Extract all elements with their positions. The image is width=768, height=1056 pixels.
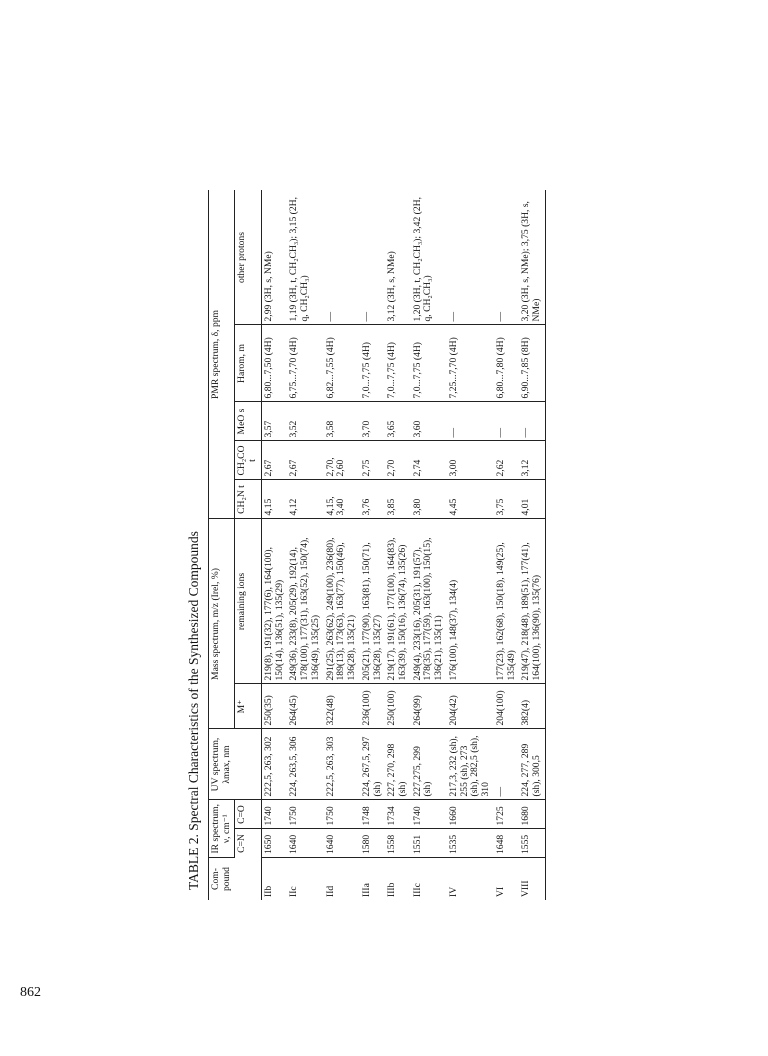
table-row bbox=[447, 191, 494, 901]
table-title: TABLE 2. Spectral Characteristics of the Synthesized Compounds bbox=[186, 531, 201, 890]
header-mass-ions: remaining ions bbox=[235, 519, 261, 684]
cell-meo: 3,60 bbox=[411, 402, 447, 441]
cell-compound: IIIc bbox=[411, 883, 423, 897]
cell-ch2n: 4,15, 3,40 bbox=[324, 480, 360, 519]
cell-other: — bbox=[324, 191, 360, 326]
header-mass: Mass spectrum, m/z (Irel, %) bbox=[209, 519, 235, 729]
cell-compound: IIIb bbox=[386, 882, 398, 897]
cell-compound: IIc bbox=[288, 886, 300, 897]
cell-cn: 1555 bbox=[519, 829, 545, 858]
cell-other: — bbox=[360, 191, 385, 326]
cell-uv: 224, 267,5, 297 (sh) bbox=[360, 729, 385, 800]
cell-cn: 1558 bbox=[385, 829, 410, 858]
cell-compound: IIb bbox=[262, 885, 274, 897]
cell-co: 1750 bbox=[324, 800, 360, 829]
cell-co: 1740 bbox=[261, 800, 287, 829]
cell-arom: 7,25...7,70 (4H) bbox=[447, 325, 494, 402]
cell-uv: 227, 270, 298 (sh) bbox=[385, 729, 410, 800]
cell-uv: — bbox=[494, 729, 519, 800]
cell-ch2co: 2,70, 2,60 bbox=[324, 441, 360, 480]
cell-other: 1,20 (3H, t, CH₂CH₃); 3,42 (2H, q, CH₂CH₃) bbox=[411, 191, 447, 326]
cell-ch2co: 2,70 bbox=[385, 441, 410, 480]
cell-ch2n: 3,80 bbox=[411, 480, 447, 519]
cell-uv: 227,275, 299 (sh) bbox=[411, 729, 447, 800]
table-row bbox=[261, 191, 287, 901]
cell-cn: 1535 bbox=[447, 829, 494, 858]
cell-uv: 224, 277, 289 (sh), 300,5 bbox=[519, 729, 545, 800]
cell-meo: — bbox=[447, 402, 494, 441]
cell-ch2co: 2,67 bbox=[287, 441, 323, 480]
cell-ch2co: 2,67 bbox=[261, 441, 287, 480]
cell-uv: 222,5, 263, 302 bbox=[261, 729, 287, 800]
table-row bbox=[519, 191, 545, 901]
cell-ch2n: 4,15 bbox=[261, 480, 287, 519]
cell-ions: 291(25), 263(62), 249(100), 236(80), 189(13), 173(63), 163(77), 150(46), 136(28), 135(21) bbox=[324, 519, 360, 684]
cell-cn: 1551 bbox=[411, 829, 447, 858]
cell-compound: IIIa bbox=[360, 883, 372, 897]
cell-meo: 3,58 bbox=[324, 402, 360, 441]
header-ir: IR spectrum, ν, cm⁻¹ bbox=[209, 800, 235, 858]
cell-ch2co: 2,62 bbox=[494, 441, 519, 480]
cell-m: 264(45) bbox=[287, 684, 323, 729]
cell-ions: 205(21), 177(90), 163(81), 150(71), 136(28), 135(27) bbox=[360, 519, 385, 684]
spectral-table bbox=[208, 191, 546, 901]
cell-co: 1725 bbox=[494, 800, 519, 829]
page-number: 862 bbox=[20, 985, 41, 1000]
cell-ch2n: 4,45 bbox=[447, 480, 494, 519]
cell-compound: VIII bbox=[519, 858, 545, 901]
header-arom: Harom, m bbox=[235, 325, 261, 402]
cell-ions: 219(8), 191(32), 177(6), 164(100), 150(14), 136(51), 135(29) bbox=[261, 519, 287, 684]
header-ir-cn: C=N bbox=[235, 829, 261, 858]
header-other: other protons bbox=[235, 191, 261, 326]
cell-other: — bbox=[447, 191, 494, 326]
cell-ions: 176(100), 148(37), 134(4) bbox=[447, 519, 494, 684]
cell-uv: 224, 263,5, 306 bbox=[287, 729, 323, 800]
header-uv: UV spectrum, λmax, nm bbox=[209, 729, 262, 800]
cell-other: 2,99 (3H, s, NMe) bbox=[261, 191, 287, 326]
header-compound: Com-pound bbox=[209, 858, 262, 901]
cell-meo: — bbox=[519, 402, 545, 441]
rotated-table-block bbox=[186, 120, 706, 900]
cell-co: 1660 bbox=[447, 800, 494, 829]
cell-arom: 7,0...7,75 (4H) bbox=[360, 325, 385, 402]
cell-uv: 217,3, 232 (sh), 255 (sh), 273 (sh), 282,5 (sh), 310 bbox=[447, 729, 494, 800]
cell-co: 1680 bbox=[519, 800, 545, 829]
cell-ch2n: 4,12 bbox=[287, 480, 323, 519]
table-row bbox=[360, 191, 385, 901]
cell-meo: — bbox=[494, 402, 519, 441]
header-ir-co: C=O bbox=[235, 800, 261, 829]
cell-meo: 3,52 bbox=[287, 402, 323, 441]
header-meo: MeO s bbox=[235, 402, 261, 441]
header-mass-m: M⁺ bbox=[235, 684, 261, 729]
table-row bbox=[411, 191, 447, 901]
cell-ions: 219(17), 191(61), 177(100), 164(83), 163(39), 150(16), 136(74), 135(26) bbox=[385, 519, 410, 684]
cell-cn: 1640 bbox=[287, 829, 323, 858]
cell-m: 236(100) bbox=[360, 684, 385, 729]
cell-arom: 6,75...7,70 (4H) bbox=[287, 325, 323, 402]
cell-meo: 3,70 bbox=[360, 402, 385, 441]
cell-m: 250(35) bbox=[261, 684, 287, 729]
cell-compound: VI bbox=[494, 886, 506, 897]
header-ch2co: CH₂CO t bbox=[235, 441, 261, 480]
cell-co: 1740 bbox=[411, 800, 447, 829]
cell-m: 382(4) bbox=[519, 684, 545, 729]
cell-ch2co: 3,00 bbox=[447, 441, 494, 480]
cell-other: 3,12 (3H, s, NMe) bbox=[385, 191, 410, 326]
cell-co: 1750 bbox=[287, 800, 323, 829]
cell-ch2co: 2,74 bbox=[411, 441, 447, 480]
table-row bbox=[494, 191, 519, 901]
cell-arom: 7,0...7,75 (4H) bbox=[411, 325, 447, 402]
table-row bbox=[324, 191, 360, 901]
cell-ch2n: 4,01 bbox=[519, 480, 545, 519]
cell-m: 322(48) bbox=[324, 684, 360, 729]
cell-ch2n: 3,75 bbox=[494, 480, 519, 519]
cell-m: 204(42) bbox=[447, 684, 494, 729]
cell-meo: 3,57 bbox=[261, 402, 287, 441]
cell-m: 264(99) bbox=[411, 684, 447, 729]
header-pmr: PMR spectrum, δ, ppm bbox=[209, 191, 235, 520]
cell-arom: 6,80...7,80 (4H) bbox=[494, 325, 519, 402]
cell-cn: 1640 bbox=[324, 829, 360, 858]
cell-ch2co: 2,75 bbox=[360, 441, 385, 480]
table-row bbox=[385, 191, 410, 901]
header-ch2n: CH₂N t bbox=[235, 480, 261, 519]
cell-ch2co: 3,12 bbox=[519, 441, 545, 480]
cell-arom: 6,82...7,55 (4H) bbox=[324, 325, 360, 402]
cell-ions: 249(4), 233(16), 205(31), 191(57), 178(35), 177(59), 163(100), 150(15), 136(21), 135(11) bbox=[411, 519, 447, 684]
cell-other: 3,20 (3H, s, NMe); 3,75 (3H, s, NMe) bbox=[519, 191, 545, 326]
cell-other: 1,19 (3H, t, CH₂CH₃); 3,15 (2H, q, CH₂CH₃) bbox=[287, 191, 323, 326]
cell-cn: 1648 bbox=[494, 829, 519, 858]
cell-ions: 249(36), 233(8), 205(29), 192(14), 178(100), 177(31), 163(52), 150(74), 136(49), 135(25) bbox=[287, 519, 323, 684]
table-row bbox=[287, 191, 323, 901]
cell-ions: 177(23), 162(68), 150(18), 149(25), 135(49) bbox=[494, 519, 519, 684]
cell-ions: 219(47), 218(48), 189(51), 177(41), 164(100), 136(90), 135(76) bbox=[519, 519, 545, 684]
cell-ch2n: 3,85 bbox=[385, 480, 410, 519]
cell-m: 204(100) bbox=[494, 684, 519, 729]
cell-uv: 222,5, 263, 303 bbox=[324, 729, 360, 800]
cell-m: 250(100) bbox=[385, 684, 410, 729]
cell-co: 1734 bbox=[385, 800, 410, 829]
cell-meo: 3,65 bbox=[385, 402, 410, 441]
cell-arom: 7,0...7,75 (4H) bbox=[385, 325, 410, 402]
cell-other: — bbox=[494, 191, 519, 326]
cell-compound: IId bbox=[324, 885, 336, 897]
cell-compound: IV bbox=[447, 886, 459, 897]
cell-cn: 1580 bbox=[360, 829, 385, 858]
cell-arom: 6,80...7,50 (4H) bbox=[261, 325, 287, 402]
cell-cn: 1650 bbox=[261, 829, 287, 858]
cell-arom: 6,90...7,85 (8H) bbox=[519, 325, 545, 402]
cell-co: 1748 bbox=[360, 800, 385, 829]
cell-ch2n: 3,76 bbox=[360, 480, 385, 519]
